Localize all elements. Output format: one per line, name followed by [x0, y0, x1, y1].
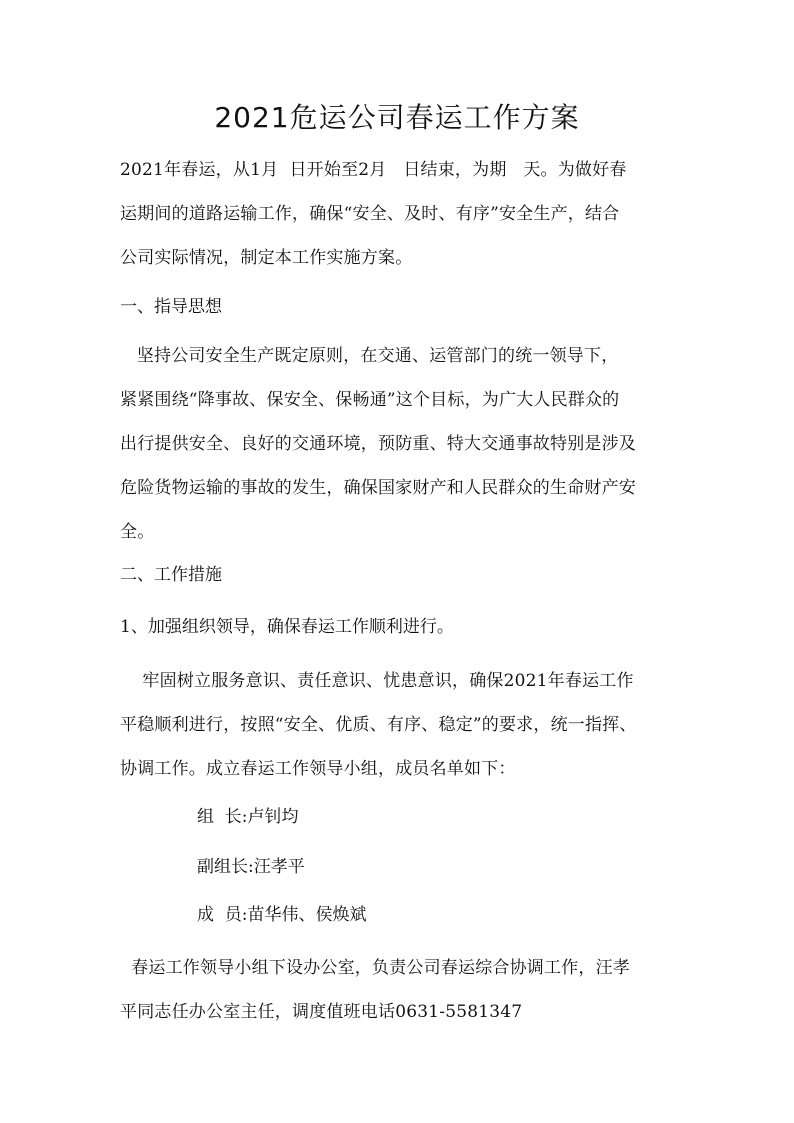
organization-line: 平稳顺利进行，按照“安全、优质、有序、稳定”的要求，统一指挥、 [120, 715, 637, 735]
organization-paragraph [120, 659, 680, 791]
section-heading-work-measures: 二、工作措施 [120, 565, 222, 585]
guiding-line: 危险货物运输的事故的发生，确保国家财产和人民群众的生命财产安 [120, 478, 636, 498]
member-deputy-leader: 副组长:汪孝平 [197, 857, 305, 877]
organization-line: 协调工作。成立春运工作领导小组，成员名单如下： [120, 759, 516, 779]
intro-line: 2021年春运，从1月 日开始至2月 日结束，为期 天。为做好春 [120, 160, 627, 180]
office-line: 春运工作领导小组下设办公室，负责公司春运综合协调工作，汪孝 [120, 958, 631, 978]
organization-line: 牢固树立服务意识、责任意识、忧患意识，确保2021年春运工作 [120, 671, 634, 691]
office-paragraph [120, 946, 680, 1034]
intro-line: 运期间的道路运输工作，确保“安全、及时、有序”安全生产，结合 [120, 204, 620, 224]
office-line: 平同志任办公室主任，调度值班电话0631-5581347 [120, 1002, 523, 1022]
member-leader: 组 长:卢钊均 [197, 807, 299, 827]
guiding-line: 出行提供安全、良好的交通环境，预防重、特大交通事故特别是涉及 [120, 434, 636, 454]
document-title: 2021危运公司春运工作方案 [214, 101, 580, 134]
guiding-thought-paragraph [120, 334, 680, 554]
guiding-line: 紧紧围绕“降事故、保安全、保畅通”这个目标，为广大人民群众的 [120, 390, 620, 410]
item-heading-organization: 1、加强组织领导，确保春运工作顺利进行。 [120, 617, 454, 637]
guiding-line: 全。 [120, 522, 155, 542]
section-heading-guiding-thought: 一、指导思想 [120, 297, 222, 317]
intro-line: 公司实际情况，制定本工作实施方案。 [120, 248, 413, 268]
member-members: 成 员:苗华伟、侯焕斌 [197, 905, 367, 925]
guiding-line: 坚持公司安全生产既定原则，在交通、运管部门的统一领导下， [120, 346, 619, 366]
intro-paragraph [120, 148, 680, 280]
